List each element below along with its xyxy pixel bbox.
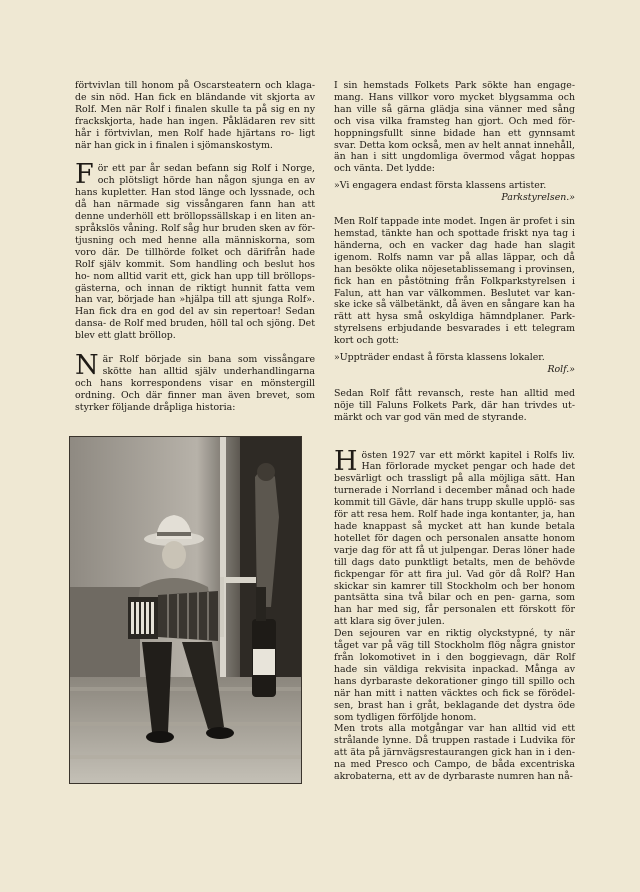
right-paragraph-6: Men trots alla motgångar var han alltid vid ett strålande lynne. Då truppen rastade i Ludvika för att äta på järnvägsrestaurangen gick han in i den- na med Presco och Campo, de båda excentriska akrobaterna, ett av de dyrbaraste numren han nå- bbox=[334, 723, 575, 783]
telegram-quote-2: »Uppträder endast å första klassens lokaler. bbox=[334, 352, 545, 364]
left-paragraph-2-text: ör ett par år sedan befann sig Rolf i Norge, och plötsligt hörde han någon sjunga en av hans kupletter. Han stod länge och lyssnade, och då han närmade sig vissångaren fann han att denne underhöll ett bröllopssällskap i en liten an- språkslös våning. Rolf såg hur bruden sken av för- tjusning och med henne alla människorna, som voro där. De tillhörde folket och därifrån hade Rolf själv kommit. Som handling och beslut hos ho- nom alltid varit ett, gick han upp till bröllops- gästerna, och innan de riktigt hunnit fatta vem han var, började han »hjälpa till att sjunga Rolf». Han fick dra en god del av sin repertoar! Sedan dansa- de Rolf med bruden, höll tal och sjöng. Det blev ett glatt bröllop. bbox=[75, 163, 315, 342]
right-paragraph-5: Den sejouren var en riktig olyckstурné, ty när tåget var på väg till Stockholm flög några gnistor från lokomotivet in i den boggievagn, där Rolf hade sin väldiga rekvisita inpackad. Många av hans dyrbaraste dekorationer gingo till spillo och när han mitt i natten väcktes och fick se förödel- sen, brast han i gråt, beklagande det dystra öde som tydligen förföljde honom. bbox=[334, 628, 575, 723]
drop-cap: H bbox=[334, 445, 358, 477]
left-column bbox=[75, 80, 315, 414]
right-paragraph-1: I sin hemstads Folkets Park sökte han engage- mang. Hans villkor voro mycket blygsamma och han ville så gärna glädja sina vänner med sång och visa vilka framsteg han gjort. Och med för- hoppningsfullt sinne bidade han ett gynnsamt svar. Detta kom också, men av helt annat innehåll, än han i sitt ungdomliga övermod vågat hoppas och vänta. Det lydde: bbox=[334, 80, 575, 175]
right-paragraph-3: Sedan Rolf fått revansch, reste han alltid med nöje till Faluns Folkets Park, där han trivdes ut- märkt och var god vän med de styrande. bbox=[334, 387, 575, 423]
left-paragraph-1: förtvivlan till honom på Oscarsteatern och klaga- de sin nöd. Han fick en bländande vit skjorta av Rolf. Men när Rolf i finalen skulle ta på sig en ny frackskjorta, hade han ingen. Påklädaren rev sitt hår i förtvivlan, men Rolf hade hjärtans ro- ligt när han gick in i finalen i sjömanskostym. bbox=[75, 80, 315, 151]
quote-signature-1: Parkstyrelsen.» bbox=[501, 192, 575, 204]
right-paragraph-4-text: östen 1927 var ett mörkt kapitel i Rolfs liv. Han förlorade mycket pengar och hade det besvärligt och trassligt på alla möjliga sätt. Han turnerade i Norrland i december månad och hade kommit till Gävle, där hans trupp skulle upplö- sas för att resa hem. Rolf hade inga kontanter, ja, han hade knappast så mycket att han kunde betala hotellet för dagen och personalen ansatte honom varje dag för att få ut julpengar. Deras löner hade till dags dato punktligt betalts, men de behövde fickpengar för att fira jul. Vad gör då Rolf? Han skickar sin kamrer till Stockholm och ber honom pantsätta sina två bilar och en pen- garna, som han har med sig, får personalen ett förskott för att klara sig över julen. bbox=[334, 449, 575, 628]
right-paragraph-2: Men Rolf tappade inte modet. Ingen är profet i sin hemstad, tänkte han och spottade friskt nya tag i händerna, och en vacker dag hade han slagit igenom. Rolfs namn var på allas läppar, och då han besökte olika nöjesetablissemang i provinsen, fick han en påstötning från Folkparkstyrelsen i Falun, att han var välkommen. Beslutet var kan- ske icke så välbetänkt, då även en sångare kan ha rätt att hysa små oskyldiga hämndplaner. Park- styrelsens erbjudande besvarades i ett telegram kort och gott: bbox=[334, 216, 575, 347]
telegram-quote-1: »Vi engagera endast första klassens artister. bbox=[334, 180, 547, 192]
drop-cap: F bbox=[75, 159, 94, 191]
right-column bbox=[334, 80, 575, 783]
quote-signature-2: Rolf.» bbox=[547, 363, 575, 375]
right-paragraph-4 bbox=[334, 445, 575, 629]
photo-accordion-player bbox=[69, 436, 302, 784]
photo-illustration bbox=[70, 437, 301, 783]
left-paragraph-3 bbox=[75, 350, 315, 414]
left-paragraph-2 bbox=[75, 159, 315, 342]
drop-cap: N bbox=[75, 350, 99, 382]
left-paragraph-3-text: är Rolf började sin bana som vissångare skötte han alltid själv underhandlingarna och hans korrespondens visar en mönstergill ordning. Och där finner man även brevet, som styrker följande dråpliga historia: bbox=[75, 354, 315, 413]
